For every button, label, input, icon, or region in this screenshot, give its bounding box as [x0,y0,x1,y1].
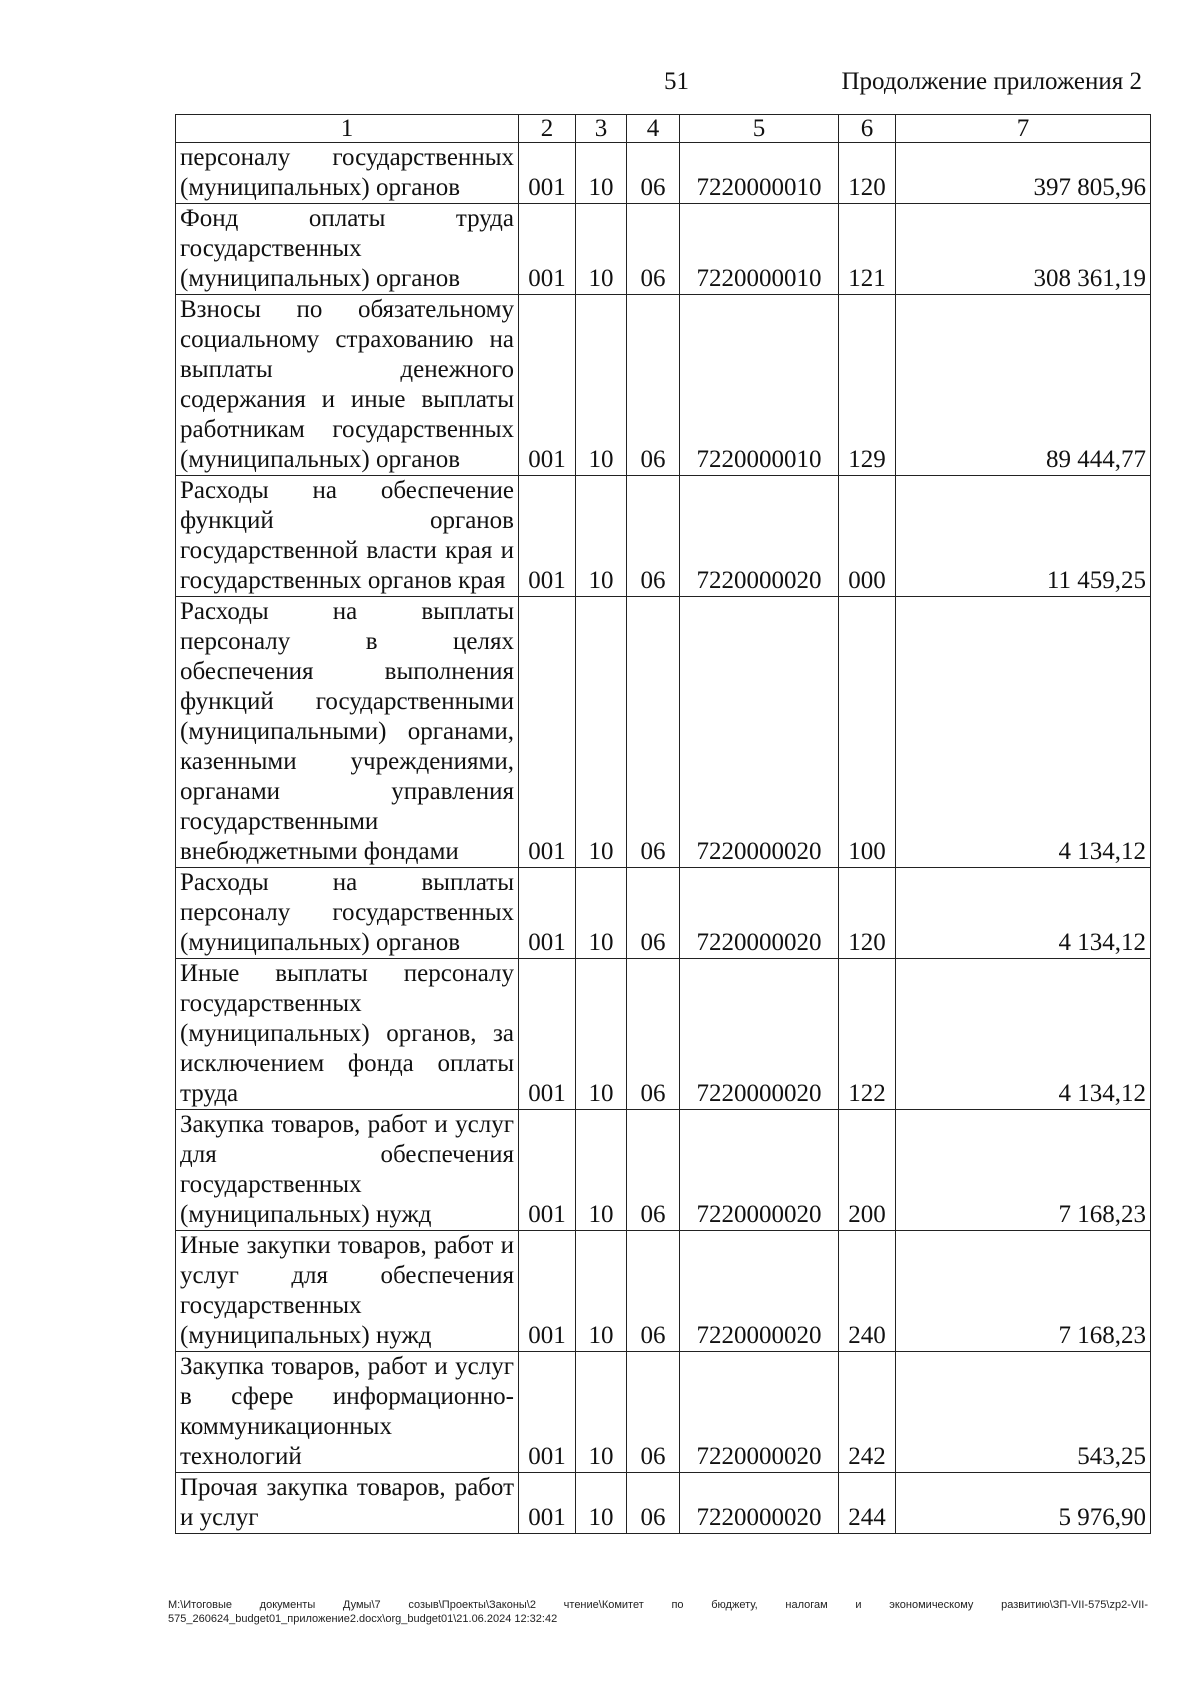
target-article-code: 7220000010 [680,204,839,295]
subsection-code: 06 [627,295,680,476]
description-line: государственных [180,1171,362,1198]
ministry-code: 001 [519,1110,576,1231]
budget-table [175,114,1151,1534]
table-row [176,204,1151,295]
appendix-label: Продолжение приложения 2 [841,68,1142,95]
description-line: Фонд оплаты труда [180,205,514,232]
amount: 543,25 [896,1352,1151,1473]
target-article-code: 7220000020 [680,1110,839,1231]
section-code: 10 [576,959,627,1110]
description-line: и услуг [180,1504,259,1531]
ministry-code: 001 [519,868,576,959]
subsection-code: 06 [627,868,680,959]
column-header: 5 [680,115,839,143]
target-article-code: 7220000010 [680,143,839,204]
column-header: 1 [176,115,519,143]
description-line: труда [180,1080,239,1107]
description-line: Взносы по обязательному [180,296,514,323]
description-line: (муниципальных) нужд [180,1322,432,1349]
target-article-code: 7220000020 [680,959,839,1110]
table-row [176,1473,1151,1534]
ministry-code: 001 [519,959,576,1110]
description-line: (муниципальных) нужд [180,1201,432,1228]
description-line: (муниципальных) органов [180,929,461,956]
section-code: 10 [576,295,627,476]
subsection-code: 06 [627,597,680,868]
target-article-code: 7220000020 [680,868,839,959]
target-article-code: 7220000020 [680,1473,839,1534]
description-line: обеспечения выполнения [180,658,514,685]
expense-type-code: 121 [839,204,896,295]
description-line: (муниципальных) органов, за [180,1020,514,1047]
description-line: Прочая закупка товаров, работ [180,1474,514,1501]
row-description [176,597,519,868]
section-code: 10 [576,476,627,597]
ministry-code: 001 [519,597,576,868]
row-description [176,959,519,1110]
description-line: (муниципальных) органов [180,174,461,201]
table-row [176,1352,1151,1473]
description-line: органами управления [180,778,514,805]
amount: 89 444,77 [896,295,1151,476]
table-row [176,143,1151,204]
table-body [176,115,1151,1534]
description-line: персоналу государственных [180,899,514,926]
target-article-code: 7220000020 [680,1352,839,1473]
expense-type-code: 244 [839,1473,896,1534]
description-line: Закупка товаров, работ и услуг [180,1111,514,1138]
header-row [176,115,1151,143]
target-article-code: 7220000020 [680,1231,839,1352]
description-line: государственных [180,235,362,262]
amount: 11 459,25 [896,476,1151,597]
ministry-code: 001 [519,204,576,295]
column-header: 6 [839,115,896,143]
description-line: в сфере информационно- [180,1383,514,1410]
expense-type-code: 129 [839,295,896,476]
amount: 308 361,19 [896,204,1151,295]
amount: 5 976,90 [896,1473,1151,1534]
description-line: содержания и иные выплаты [180,386,514,413]
table-row [176,1110,1151,1231]
row-description [176,143,519,204]
description-line: коммуникационных [180,1413,392,1440]
expense-type-code: 100 [839,597,896,868]
amount: 397 805,96 [896,143,1151,204]
expense-type-code: 122 [839,959,896,1110]
description-line: государственных [180,990,362,1017]
description-line: государственных органов края [180,567,506,594]
table-row [176,597,1151,868]
file-path-footer [168,1598,1148,1626]
subsection-code: 06 [627,476,680,597]
subsection-code: 06 [627,1110,680,1231]
description-line: (муниципальных) органов [180,265,461,292]
section-code: 10 [576,1352,627,1473]
ministry-code: 001 [519,1231,576,1352]
footer-path-line: M:\Итоговые документы Думы\7 созыв\Проекты\Законы\2 чтение\Комитет по бюджету, налогам и экономическому развитию\ЗП-VII-575\zp2-VII- [168,1599,1148,1611]
description-line: выплаты денежного [180,356,514,383]
subsection-code: 06 [627,1352,680,1473]
target-article-code: 7220000020 [680,597,839,868]
row-description [176,1352,519,1473]
section-code: 10 [576,1231,627,1352]
ministry-code: 001 [519,1352,576,1473]
expense-type-code: 120 [839,143,896,204]
description-line: социальному страхованию на [180,326,514,353]
description-line: (муниципальных) органов [180,446,461,473]
description-line: для обеспечения [180,1141,514,1168]
table-row [176,868,1151,959]
expense-type-code: 242 [839,1352,896,1473]
description-line: технологий [180,1443,302,1470]
footer-path-line: 575_260624_budget01_приложение2.docx\org_budget01\21.06.2024 12:32:42 [168,1613,558,1625]
description-line: работникам государственных [180,416,514,443]
subsection-code: 06 [627,1473,680,1534]
subsection-code: 06 [627,204,680,295]
description-line: Расходы на выплаты [180,598,514,625]
section-code: 10 [576,1110,627,1231]
description-line: (муниципальными) органами, [180,718,514,745]
amount: 4 134,12 [896,597,1151,868]
expense-type-code: 240 [839,1231,896,1352]
target-article-code: 7220000010 [680,295,839,476]
description-line: Расходы на обеспечение [180,477,514,504]
expense-type-code: 000 [839,476,896,597]
row-description [176,295,519,476]
description-line: казенными учреждениями, [180,748,514,775]
description-line: государственной власти края и [180,537,514,564]
column-header: 7 [896,115,1151,143]
table-row [176,295,1151,476]
target-article-code: 7220000020 [680,476,839,597]
section-code: 10 [576,597,627,868]
column-header: 4 [627,115,680,143]
description-line: государственными [180,808,379,835]
row-description [176,1110,519,1231]
description-line: Иные закупки товаров, работ и [180,1232,514,1259]
description-line: Иные выплаты персоналу [180,960,514,987]
subsection-code: 06 [627,959,680,1110]
ministry-code: 001 [519,295,576,476]
row-description [176,1473,519,1534]
section-code: 10 [576,868,627,959]
row-description [176,476,519,597]
description-line: функций государственными [180,688,514,715]
table-row [176,1231,1151,1352]
row-description [176,868,519,959]
description-line: исключением фонда оплаты [180,1050,514,1077]
column-header: 3 [576,115,627,143]
description-line: Закупка товаров, работ и услуг [180,1353,514,1380]
amount: 4 134,12 [896,868,1151,959]
section-code: 10 [576,1473,627,1534]
amount: 7 168,23 [896,1110,1151,1231]
amount: 7 168,23 [896,1231,1151,1352]
description-line: персоналу в целях [180,628,514,655]
description-line: внебюджетными фондами [180,838,459,865]
row-description [176,204,519,295]
expense-type-code: 120 [839,868,896,959]
section-code: 10 [576,204,627,295]
row-description [176,1231,519,1352]
subsection-code: 06 [627,143,680,204]
column-header: 2 [519,115,576,143]
description-line: Расходы на выплаты [180,869,514,896]
ministry-code: 001 [519,143,576,204]
ministry-code: 001 [519,1473,576,1534]
subsection-code: 06 [627,1231,680,1352]
table-row [176,476,1151,597]
page-number: 51 [664,68,689,95]
description-line: услуг для обеспечения [180,1262,514,1289]
description-line: персоналу государственных [180,144,514,171]
expense-type-code: 200 [839,1110,896,1231]
description-line: функций органов [180,507,514,534]
ministry-code: 001 [519,476,576,597]
table-row [176,959,1151,1110]
description-line: государственных [180,1292,362,1319]
amount: 4 134,12 [896,959,1151,1110]
section-code: 10 [576,143,627,204]
